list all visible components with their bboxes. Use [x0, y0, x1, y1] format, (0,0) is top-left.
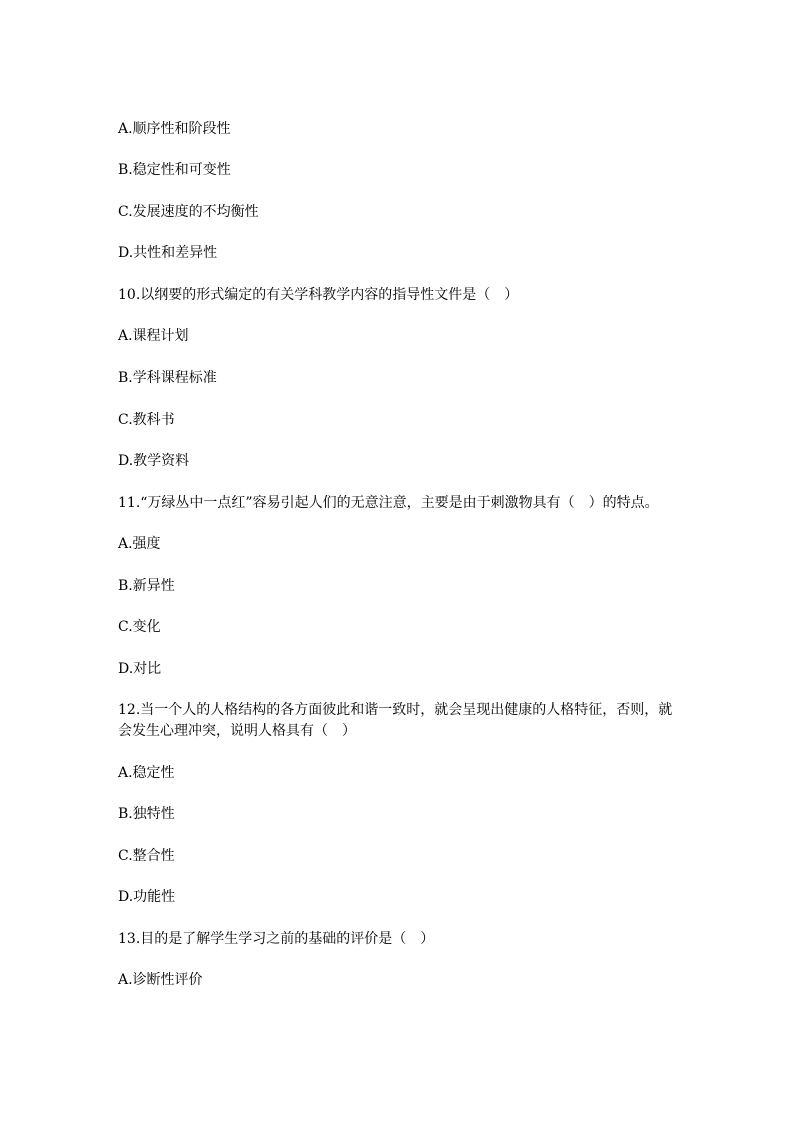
q11-option-d: D.对比 [118, 661, 162, 677]
q12-option-a: A.稳定性 [118, 765, 175, 781]
q9-option-c: C.发展速度的不均衡性 [118, 204, 259, 220]
q11-option-b: B.新异性 [118, 578, 175, 594]
q12-option-b: B.独特性 [118, 806, 175, 822]
q9-option-d: D.共性和差异性 [118, 245, 218, 261]
q13-stem: 13.目的是了解学生学习之前的基础的评价是（ ） [118, 931, 435, 947]
q11-option-a: A.强度 [118, 536, 161, 552]
q12-option-d: D.功能性 [118, 889, 176, 905]
q10-option-b: B.学科课程标准 [118, 370, 217, 386]
q10-option-d: D.教学资料 [118, 453, 190, 469]
q10-option-a: A.课程计划 [118, 328, 189, 344]
q12-option-c: C.整合性 [118, 848, 175, 864]
q9-option-a: A.顺序性和阶段性 [118, 121, 231, 137]
q12-stem: 12.当一个人的人格结构的各方面彼此和谐一致时，就会呈现出健康的人格特征，否则，就会发生心理冲突，说明人格具有（ ） [118, 702, 673, 739]
q10-option-c: C.教科书 [118, 412, 175, 428]
q9-option-b: B.稳定性和可变性 [118, 162, 231, 178]
q11-stem: 11.“万绿丛中一点红”容易引起人们的无意注意，主要是由于刺激物具有（ ）的特点。 [118, 495, 659, 511]
q11-option-c: C.变化 [118, 619, 161, 635]
q13-option-a: A.诊断性评价 [118, 972, 203, 988]
q10-stem: 10.以纲要的形式编定的有关学科教学内容的指导性文件是（ ） [118, 287, 519, 303]
